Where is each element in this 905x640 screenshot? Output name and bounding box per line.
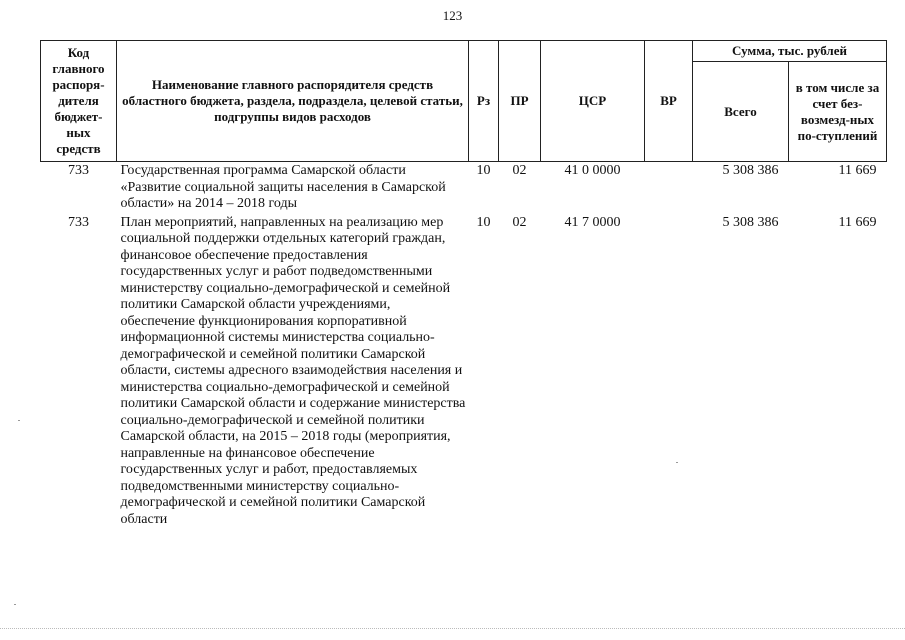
header-rz: Рз (469, 41, 499, 162)
scan-speck (676, 462, 678, 463)
header-including: в том числе за счет без-возмезд-ных по-ступлений (789, 62, 887, 162)
row-total: 5 308 386 (722, 163, 779, 178)
header-csr: ЦСР (541, 41, 645, 162)
header-vr: ВР (645, 41, 693, 162)
row-csr: 41 7 0000 (564, 214, 621, 230)
scan-speck (14, 604, 16, 605)
row-including: 11 669 (838, 214, 877, 230)
budget-table (40, 40, 887, 529)
table-row (41, 214, 887, 530)
row-including: 11 669 (838, 163, 877, 178)
row-total: 5 308 386 (722, 214, 779, 230)
page-number: 123 (442, 8, 463, 23)
scan-speck (18, 420, 20, 421)
row-pr: 02 (512, 163, 527, 178)
row-name: План мероприятий, направленных на реализацию мер социальной поддержки отдельных категорий граждан, финансовое обеспечение предоставления государственных услуг и работ подведомственными министерству социально-демографической и семейной политики Самарской области учреждениями, обеспечение функционирования корпоративной информационной системы министерства социально-демографической и семейной политики Самарской области, системы адресного взаимодействия населения и министерства социально-демографической и семейной политики Самарской области и содержание министерства социально-демографической и семейной политики Самарской области, на 2015 – 2018 годы (мероприятия, направленные на финансовое обеспечение государственных услуг и работ, предоставляемых подведомственными министерству социально-демографической и семейной политики Самарской области (120, 214, 466, 527)
row-csr: 41 0 0000 (564, 163, 621, 178)
page-bottom-edge (0, 628, 905, 629)
header-code: Код главного распоря-дителя бюджет-ных средств (41, 41, 117, 162)
row-code: 733 (68, 214, 89, 230)
table-row (41, 162, 887, 214)
row-rz: 10 (476, 214, 491, 230)
header-name: Наименование главного распорядителя средств областного бюджета, раздела, подраздела, целевой статьи, подгруппы видов расходов (117, 41, 469, 162)
row-name: Государственная программа Самарской области «Развитие социальной защиты населения в Самарской области» на 2014 – 2018 годы (120, 163, 446, 211)
header-pr: ПР (499, 41, 541, 162)
header-total: Всего (693, 62, 789, 162)
row-rz: 10 (476, 163, 491, 178)
header-sum: Сумма, тыс. рублей (693, 41, 887, 62)
table-header (41, 41, 887, 162)
row-vr (645, 214, 693, 530)
row-code: 733 (68, 163, 89, 178)
row-pr: 02 (512, 214, 527, 230)
row-vr (645, 162, 693, 214)
